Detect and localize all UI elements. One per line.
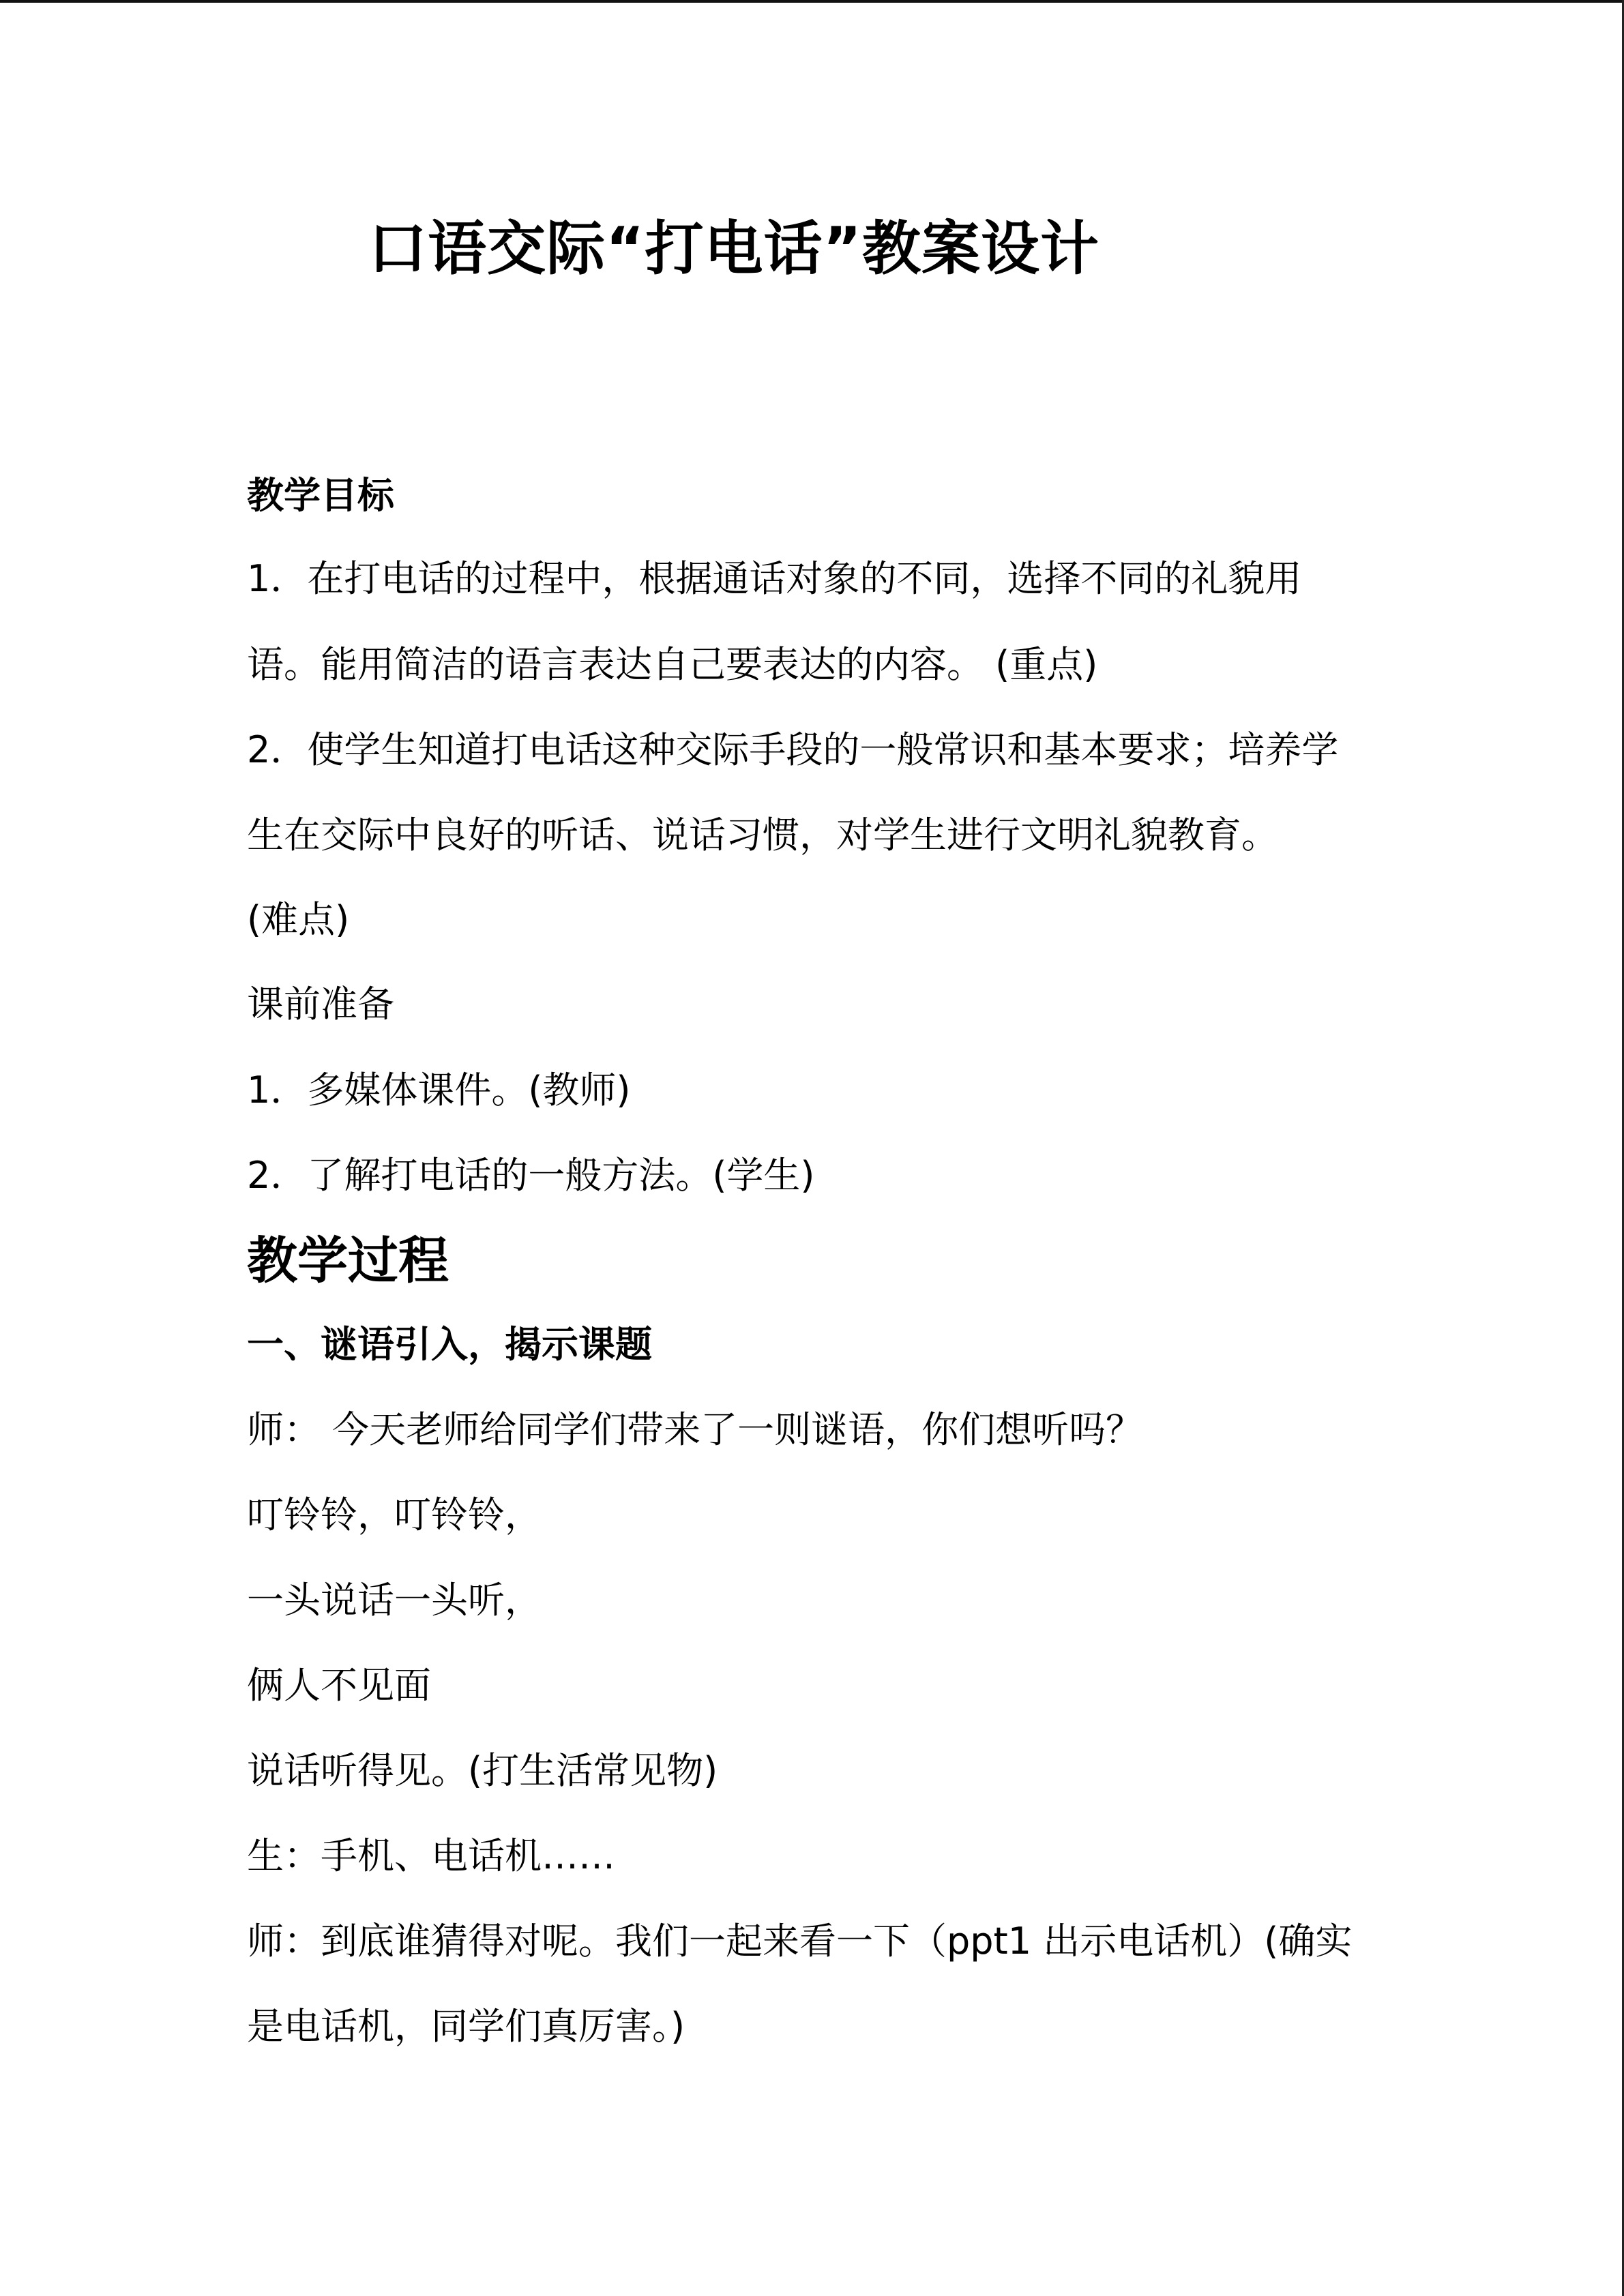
teacher-line-1: 师： 今天老师给同学们带来了一则谜语，你们想听吗？ [247,1408,1143,1451]
section1-heading: 一、谜语引入，揭示课题 [247,1323,652,1366]
prep-item-2: 2．了解打电话的一般方法。(学生) [247,1154,815,1197]
goal1-line2: 语。能用简洁的语言表达自己要表达的内容。 (重点) [247,643,1098,686]
teacher-line-2a: 师：到底谁猜得对呢。我们一起来看一下（ppt1 出示电话机）(确实 [247,1920,1353,1963]
prep-heading: 课前准备 [247,983,394,1026]
prep-item-1: 1．多媒体课件。(教师) [247,1069,631,1112]
process-heading: 教学过程 [247,1232,449,1290]
student-line: 生：手机、电话机…… [247,1834,615,1877]
goal2-line1: 2．使学生知道打电话这种交际手段的一般常识和基本要求；培养学 [247,728,1339,771]
teacher-line-2b: 是电话机，同学们真厉害。) [247,2005,685,2048]
riddle-line-1: 叮铃铃，叮铃铃， [247,1493,542,1536]
riddle-line-4: 说话听得见。(打生活常见物) [247,1749,718,1792]
document-title: 口语交际“打电话”教案设计 [368,215,1100,283]
page-top-border [0,0,1624,3]
riddle-line-2: 一头说话一头听， [247,1579,542,1622]
riddle-line-3: 俩人不见面 [247,1664,431,1707]
goal1-line1: 1．在打电话的过程中，根据通话对象的不同，选择不同的礼貌用 [247,557,1302,600]
goal2-line2: 生在交际中良好的听话、说话习惯，对学生进行文明礼貌教育。 [247,814,1278,856]
goal2-line3: (难点) [247,898,350,941]
goals-heading: 教学目标 [247,474,394,517]
